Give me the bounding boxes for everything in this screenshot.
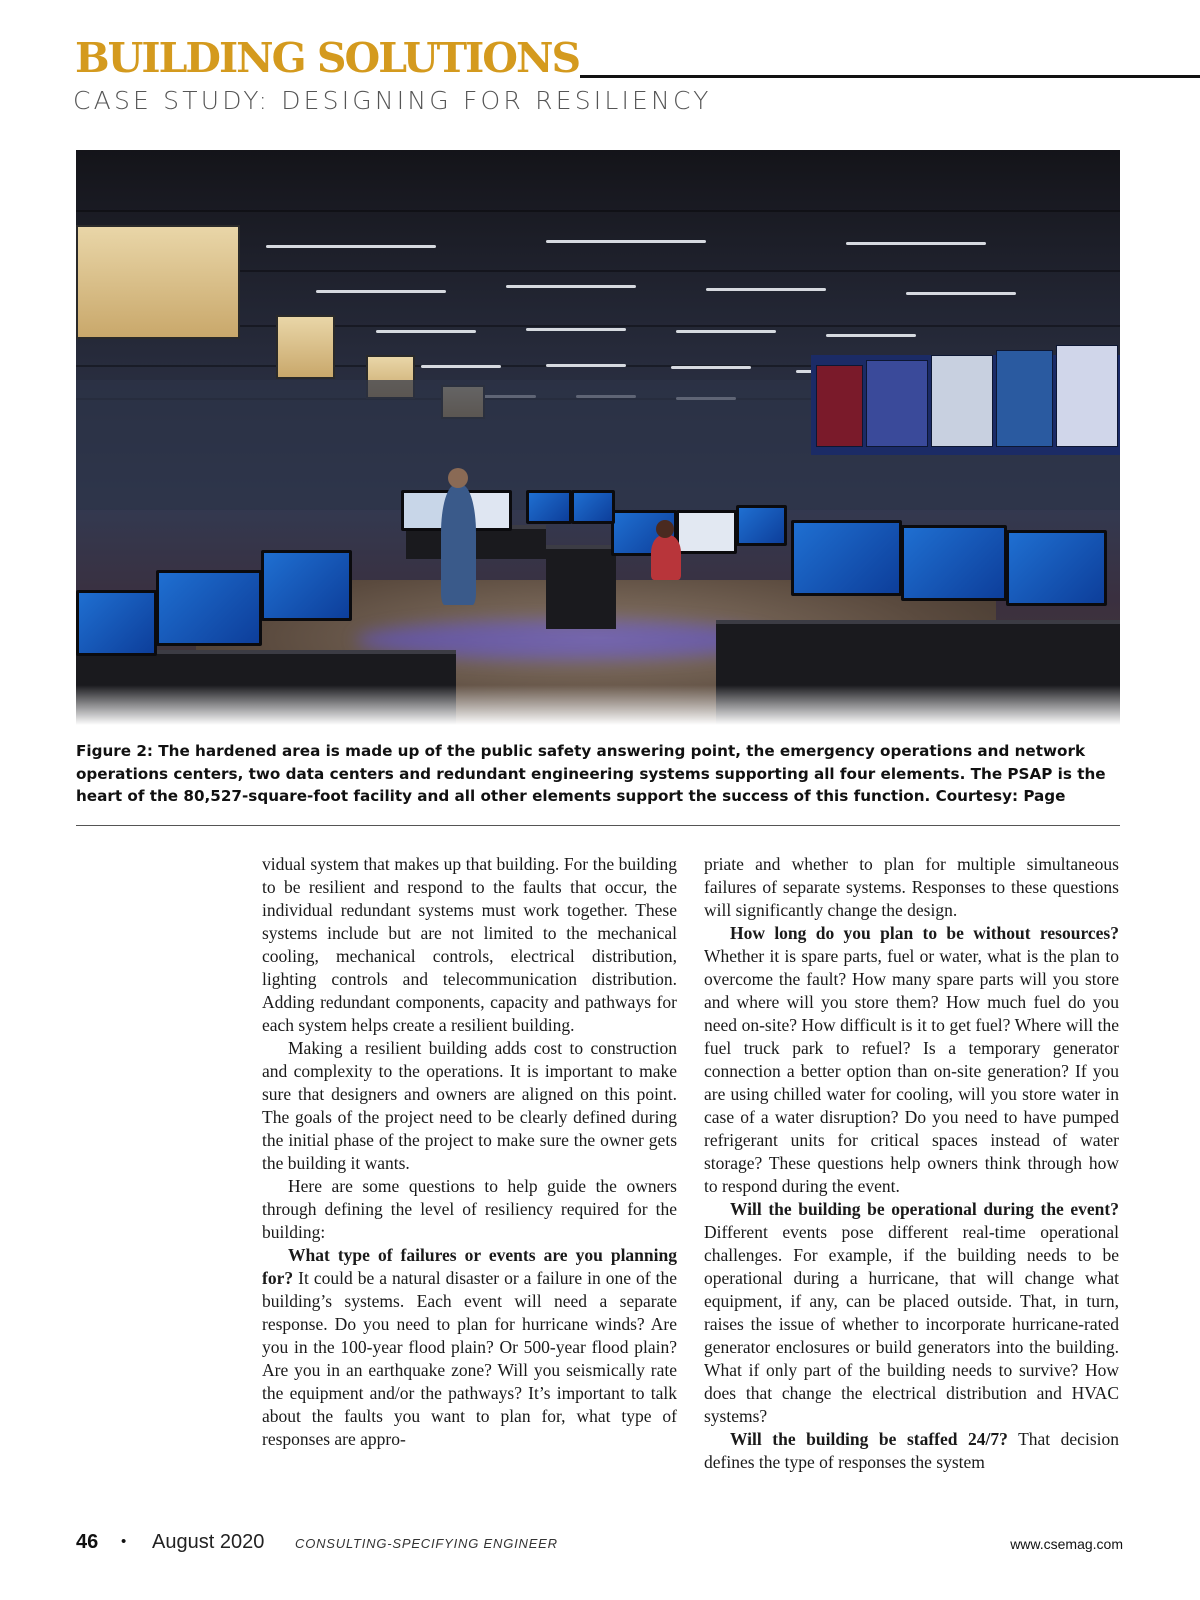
- question-heading: Will the building be operational during the event?: [730, 1199, 1119, 1219]
- caption-divider: [76, 825, 1120, 826]
- paragraph: priate and whether to plan for multiple simultaneous failures of separate systems. Responses to these questions will significantly change the design.: [704, 854, 1119, 920]
- question-heading: What type of failures or events are you planning for?: [262, 1245, 677, 1288]
- paragraph: Here are some questions to help guide the owners through defining the level of resiliency required for the building:: [262, 1176, 677, 1242]
- body-column-1: [262, 853, 677, 1451]
- footer-bullet: •: [121, 1533, 127, 1550]
- paragraph: vidual system that makes up that building. For the building to be resilient and respond to the faults that occur, the individual redundant systems must work together. These systems include but are not limited to the mechanical cooling, mechanical controls, electrical distribution, lighting controls and telecommunication distribution. Adding redundant components, capacity and pathways for each system helps create a resilient building.: [262, 854, 677, 1035]
- page-number: 46: [76, 1531, 99, 1553]
- question-heading: Will the building be staffed 24/7?: [730, 1429, 1008, 1449]
- paragraph: [262, 1244, 677, 1451]
- page-footer: [0, 1531, 1200, 1561]
- website-url[interactable]: www.csemag.com: [1010, 1536, 1123, 1552]
- article-kicker: CASE STUDY: DESIGNING FOR RESILIENCY: [73, 86, 712, 115]
- figure-caption: Figure 2: The hardened area is made up of the public safety answering point, the emergency operations and network operations centers, two data centers and redundant engineering systems supporting all four elements. The PSAP is the heart of the 80,527-square-foot facility and all other elements support the success of this function. Courtesy: Page: [76, 742, 1106, 805]
- paragraph: [704, 922, 1119, 1198]
- body-column-2: [704, 853, 1119, 1474]
- publication-name: CONSULTING-SPECIFYING ENGINEER: [295, 1536, 558, 1551]
- question-body: That decision defines the type of responses the system: [704, 1429, 1119, 1472]
- paragraph: [704, 1198, 1119, 1428]
- question-body: Different events pose different real-time operational challenges. For example, if the building needs to be operational during a hurricane, that will change what equipment, if any, can be placed outside. That, in turn, raises the issue of whether to incorporate hurricane-rated generator enclosures or build generators into the building. What if only part of the building needs to survive? How does that change the electrical distribution and HVAC systems?: [704, 1222, 1119, 1426]
- paragraph: [704, 1428, 1119, 1474]
- paragraph: Making a resilient building adds cost to construction and complexity to the operations. It is important to make sure that designers and owners are aligned on this point. The goals of the project need to be clearly defined during the initial phase of the project to make sure the owner gets the building it wants.: [262, 1038, 677, 1173]
- issue-date: August 2020: [152, 1531, 265, 1553]
- question-body: It could be a natural disaster or a failure in one of the building’s systems. Each event will need a separate response. Do you need to plan for hurricane winds? Are you in the 100-year flood plain? Or 500-year flood plain? Are you in an earthquake zone? Will you seismically rate the equipment and/or the pathways? It’s important to talk about the faults you want to plan for, what type of responses are appro-: [262, 1268, 677, 1449]
- question-heading: How long do you plan to be without resources?: [730, 923, 1119, 943]
- section-title: BUILDING SOLUTIONS: [75, 34, 580, 82]
- question-body: Whether it is spare parts, fuel or water, what is the plan to overcome the fault? How many spare parts will you store and where will you store them? How much fuel do you need on-site? How difficult is it to get fuel? Where will the fuel truck park to refuel? Is a temporary generator connection a better option than on-site generation? If you are using chilled water for cooling, will you store water in case of a water disruption? Do you need to have pumped refrigerant units for critical spaces instead of water storage? These questions help owners think through how to respond during the event.: [704, 946, 1119, 1196]
- control-room-photo: [76, 150, 1120, 725]
- header-rule: [580, 75, 1200, 78]
